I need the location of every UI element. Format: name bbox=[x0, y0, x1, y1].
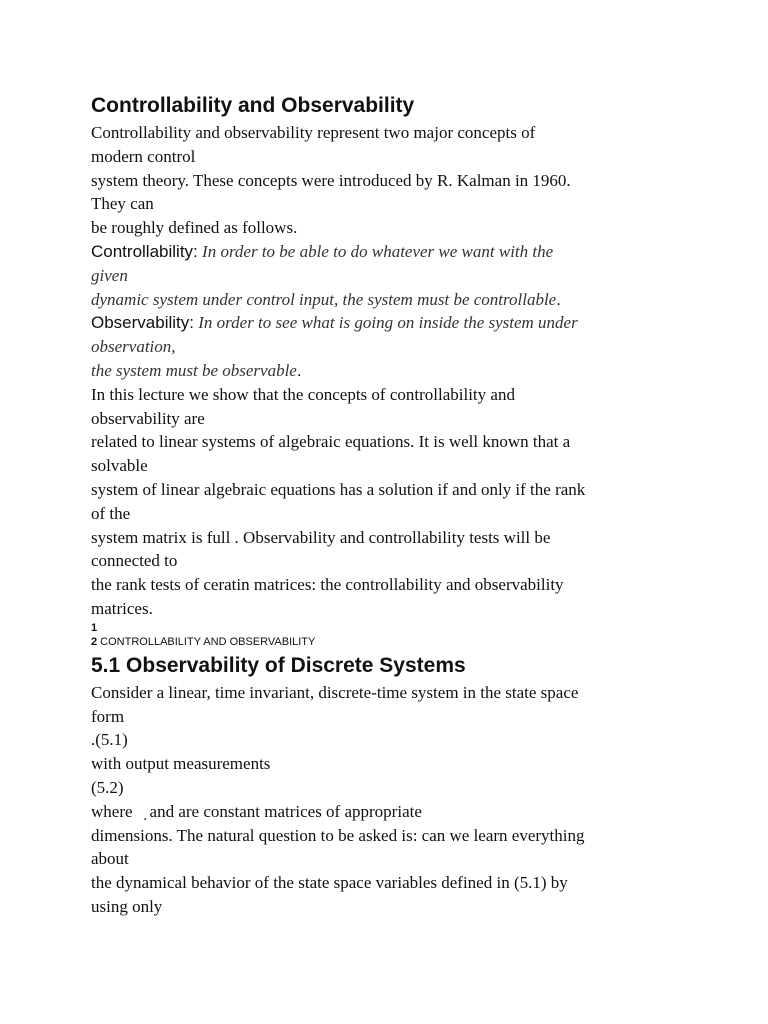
text-line: modern control bbox=[91, 146, 196, 166]
text-line: form bbox=[91, 706, 125, 726]
text-line: They can bbox=[91, 194, 154, 214]
intro-paragraph bbox=[91, 121, 691, 240]
definition-text: In order to be able to do whatever we want with the bbox=[202, 241, 554, 261]
text-line: system matrix is full . Observability and controllability tests will be bbox=[91, 527, 551, 547]
term-colon: : bbox=[189, 313, 194, 333]
section-paragraph bbox=[91, 681, 691, 919]
term-colon: : bbox=[193, 241, 198, 261]
text-line: about bbox=[91, 849, 129, 869]
text-line: Controllability and observability represent two major concepts of bbox=[91, 123, 536, 142]
text-line: the rank tests of ceratin matrices: the controllability and observability bbox=[91, 575, 564, 595]
equation-label: .(5.1) bbox=[91, 730, 128, 750]
text-line: system theory. These concepts were introduced by R. Kalman in 1960. bbox=[91, 170, 571, 190]
text-line: the dynamical behavior of the state space variables defined in (5.1) by bbox=[91, 873, 568, 893]
definition-text: observation, bbox=[91, 337, 176, 357]
text-line: using only bbox=[91, 896, 163, 916]
definition-text: In order to see what is going on inside the system under bbox=[198, 313, 578, 333]
text-line: dimensions. The natural question to be asked is: can we learn everything bbox=[91, 825, 585, 845]
definition-text: given bbox=[91, 265, 128, 285]
text-line: with output measurements bbox=[91, 754, 271, 774]
observability-definition bbox=[91, 311, 691, 382]
page-number: 1 bbox=[91, 621, 98, 634]
text-line: matrices. bbox=[91, 598, 153, 618]
text-line: be roughly defined as follows. bbox=[91, 218, 298, 238]
running-head bbox=[91, 635, 691, 649]
body-paragraph bbox=[91, 383, 691, 621]
running-head-text: CONTROLLABILITY AND OBSERVABILITY bbox=[97, 635, 316, 648]
definition-text: dynamic system under control input, the system must be controllable bbox=[91, 289, 557, 309]
document-page bbox=[91, 91, 691, 919]
text-line: observability are bbox=[91, 408, 205, 428]
definition-period: . bbox=[296, 360, 302, 380]
document-title: Controllability and Observability bbox=[91, 94, 415, 117]
section-title: 5.1 Observability of Discrete Systems bbox=[91, 653, 466, 677]
definition-period: . bbox=[556, 289, 561, 309]
observability-term: Observability bbox=[91, 313, 190, 333]
text-line: connected to bbox=[91, 551, 178, 571]
text-line: Consider a linear, time invariant, discrete-time system in the state space bbox=[91, 682, 579, 702]
controllability-term: Controllability bbox=[91, 241, 194, 261]
controllability-definition bbox=[91, 240, 691, 311]
text-line: of the bbox=[91, 503, 131, 523]
text-line: where ̣ and are constant matrices of appropriate bbox=[91, 801, 422, 821]
text-line: solvable bbox=[91, 456, 148, 476]
text-line: related to linear systems of algebraic equations. It is well known that a bbox=[91, 432, 571, 452]
text-line: In this lecture we show that the concepts of controllability and bbox=[91, 384, 515, 404]
text-line: system of linear algebraic equations has a solution if and only if the rank bbox=[91, 479, 586, 499]
equation-label: (5.2) bbox=[91, 777, 124, 797]
running-head-number: 2 bbox=[91, 635, 98, 648]
definition-text: the system must be observable bbox=[91, 360, 297, 380]
